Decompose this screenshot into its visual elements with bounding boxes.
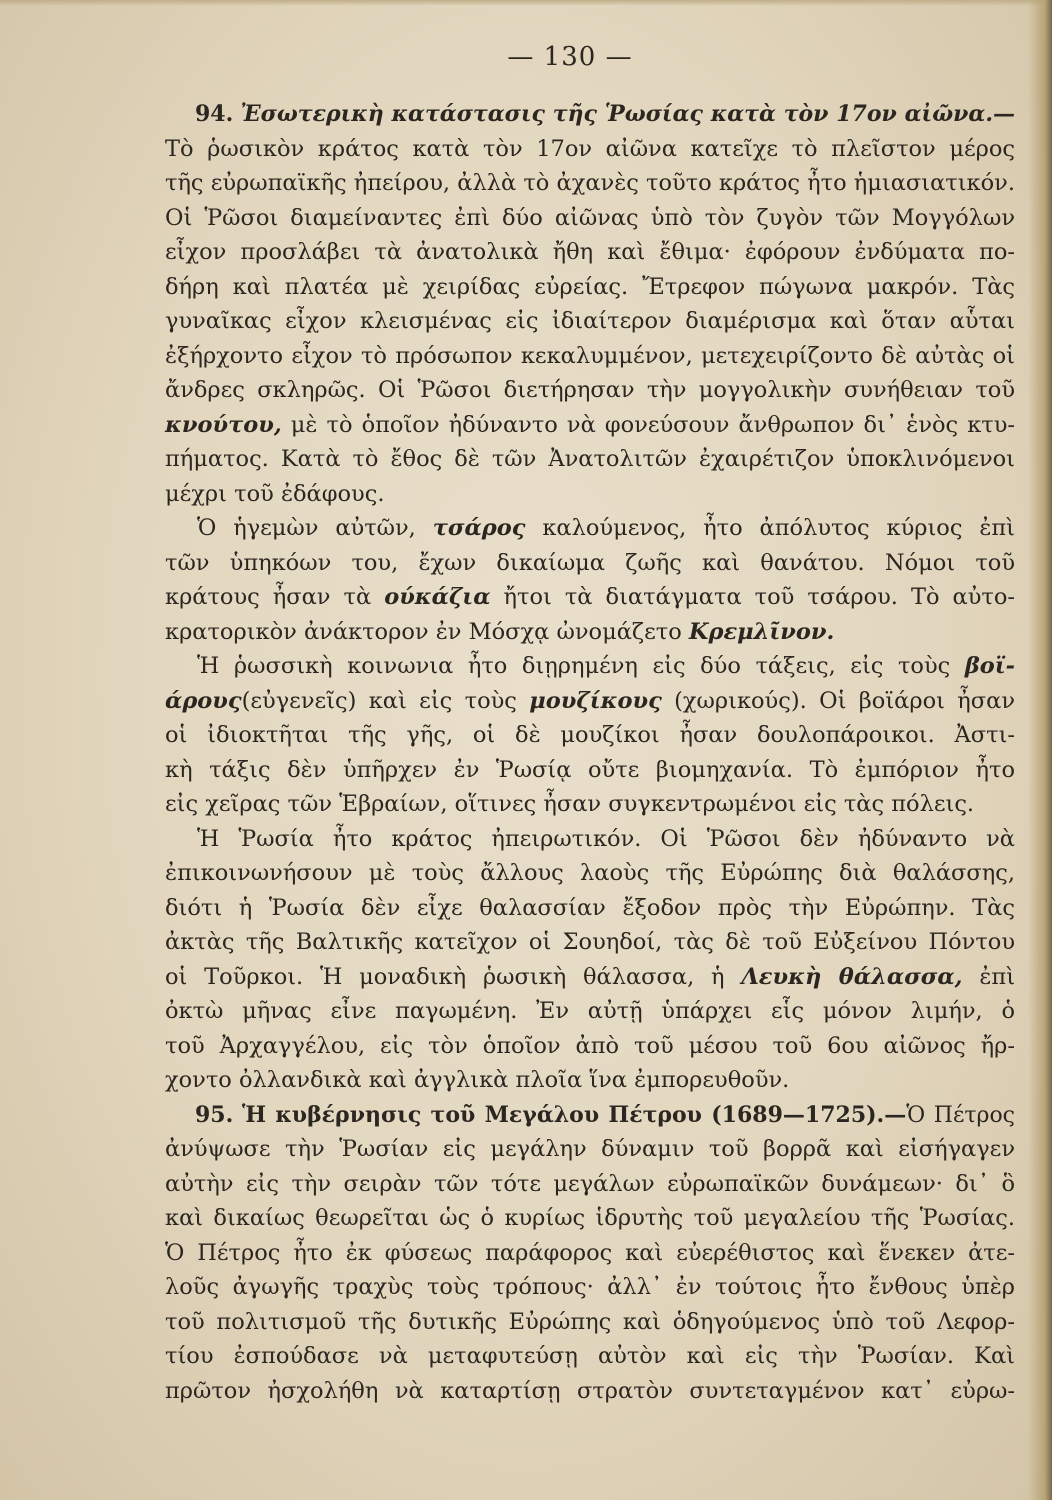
text-line: εἰς χεῖρας τῶν Ἑβραίων, οἵτινες ἦσαν συγκεντρωμένοι εἰς τὰς πόλεις. bbox=[165, 791, 975, 817]
text-line bbox=[165, 649, 1015, 684]
text-segment: κράτους ἦσαν τὰ bbox=[165, 584, 372, 610]
text-line: δήρη καὶ πλατέα μὲ χειρίδας εὐρείας. Ἔτρεφον πώγωνα μακρόν. Τὰς bbox=[165, 273, 1015, 300]
text-line: τῆς εὐρωπαϊκῆς ἠπείρου, ἀλλὰ τὸ ἀχανὲς τοῦτο κράτος ἦτο ἡμιασιατικόν. bbox=[165, 170, 1015, 196]
text-line: τῶν ὑπηκόων του, ἔχων δικαίωμα ζωῆς καὶ θανάτου. Νόμοι τοῦ bbox=[165, 549, 1015, 576]
text-segment: Ὁ Πέτρος bbox=[906, 1102, 1016, 1128]
text-line: ἀκτὰς τῆς Βαλτικῆς κατεῖχον οἱ Σουηδοί, τὰς δὲ τοῦ Εὐξείνου Πόντου bbox=[165, 929, 1015, 955]
text-line: τοῦ πολιτισμοῦ τῆς δυτικῆς Εὐρώπης καὶ ὁδηγούμενος ὑπὸ τοῦ Λεφορ- bbox=[165, 1308, 1015, 1335]
text-line: Ὁ Πέτρος ἦτο ἐκ φύσεως παράφορος καὶ εὐερέθιστος καὶ ἕνεκεν ἀτε- bbox=[165, 1239, 1015, 1266]
text-line bbox=[165, 408, 1015, 443]
text-segment: Ἡ ῥωσσικὴ κοινωνια ἦτο διῃρημένη εἰς δύο τάξεις, εἰς τοὺς bbox=[197, 653, 951, 679]
text-segment: καλούμενος, ἦτο ἀπόλυτος κύριος ἐπὶ bbox=[542, 515, 1016, 541]
text-line: Οἱ Ῥῶσοι διαμείναντες ἐπὶ δύο αἰῶνας ὑπὸ τὸν ζυγὸν τῶν Μογγόλων bbox=[165, 204, 1015, 231]
text-segment: κρατορικὸν ἀνάκτορον ἐν Μόσχᾳ ὠνομάζετο bbox=[165, 618, 682, 645]
text-line: τίου ἐσπούδασε νὰ μεταφυτεύσῃ αὐτὸν καὶ εἰς τὴν Ῥωσίαν. Καὶ bbox=[165, 1343, 1015, 1369]
text-line: ἄνδρες σκληρῶς. Οἱ Ῥῶσοι διετήρησαν τὴν μογγολικὴν συνήθειαν τοῦ bbox=[165, 377, 1015, 403]
text-line: διότι ἡ Ῥωσία δὲν εἶχε θαλασσίαν ἔξοδον πρὸς τὴν Εὐρώπην. Τὰς bbox=[165, 894, 1015, 921]
text-line: λοῦς ἀγωγῆς τραχὺς τοὺς τρόπους· ἀλλ᾽ ἐν τούτοις ἦτο ἔνθους ὑπὲρ bbox=[165, 1274, 1015, 1300]
term-kremlin: Κρεμλῖνον. bbox=[688, 618, 835, 645]
text-line: ὀκτὼ μῆνας εἶνε παγωμένη. Ἐν αὐτῇ ὑπάρχει εἷς μόνον λιμήν, ὁ bbox=[165, 998, 1015, 1024]
text-line bbox=[165, 684, 1015, 719]
text-line: οἱ ἰδιοκτῆται τῆς γῆς, οἱ δὲ μουζίκοι ἦσαν δουλοπάροικοι. Ἀστι- bbox=[165, 722, 1015, 748]
text-line: ἐπικοινωνήσουν μὲ τοὺς ἄλλους λαοὺς τῆς Εὐρώπης διὰ θαλάσσης, bbox=[165, 860, 1015, 886]
text-line: κὴ τάξις δὲν ὑπῆρχεν ἐν Ῥωσίᾳ οὔτε βιομηχανία. Τὸ ἐμπόριον ἦτο bbox=[165, 756, 1015, 783]
page-number: — 130 — bbox=[507, 42, 633, 72]
text-segment: ἐπὶ bbox=[979, 963, 1016, 990]
text-segment: μὲ τὸ ὁποῖον ἠδύναντο νὰ φονεύσουν ἄνθρωπον δι᾽ ἑνὸς κτυ- bbox=[290, 411, 1015, 438]
section-94-number: 94. bbox=[195, 101, 234, 127]
text-line: Τὸ ῥωσικὸν κράτος κατὰ τὸν 17ον αἰῶνα κατεῖχε τὸ πλεῖστον μέρος bbox=[165, 135, 1015, 162]
text-line: Ἡ Ῥωσία ἦτο κράτος ἠπειρωτικόν. Οἱ Ῥῶσοι δὲν ἠδύναντο νὰ bbox=[197, 825, 1015, 852]
text-line: ἀνύψωσε τὴν Ῥωσίαν εἰς μεγάλην δύναμιν τοῦ βορρᾶ καὶ εἰσήγαγεν bbox=[165, 1136, 1015, 1162]
text-block bbox=[165, 97, 1015, 1408]
text-line bbox=[165, 580, 1015, 615]
section-95-number: 95. bbox=[195, 1101, 234, 1128]
text-line: χοντο ὀλλανδικὰ καὶ ἀγγλικὰ πλοῖα ἵνα ἐμπορευθοῦν. bbox=[165, 1067, 790, 1093]
text-line: γυναῖκας εἶχον κλεισμένας εἰς ἰδιαίτερον διαμέρισμα καὶ ὅταν αὗται bbox=[165, 308, 1015, 334]
term-tsar: τσάρος bbox=[432, 515, 526, 541]
text-line bbox=[165, 615, 1015, 650]
text-segment: (χωρικούς). Οἱ βοϊάροι ἦσαν bbox=[674, 687, 1016, 714]
text-line: ἐξήρχοντο εἶχον τὸ πρόσωπον κεκαλυμμένον, μετεχειρίζοντο δὲ αὐτὰς οἱ bbox=[165, 342, 1015, 369]
term-knout: κνούτου, bbox=[165, 411, 282, 438]
text-line bbox=[165, 511, 1015, 546]
text-line: αὐτὴν εἰς τὴν σειρὰν τῶν τότε μεγάλων εὐρωπαϊκῶν δυνάμεων· δι᾽ ὃ bbox=[165, 1170, 1015, 1197]
term-ukaz: ούκάζια bbox=[384, 584, 491, 610]
text-segment: (εὐγενεῖς) καὶ εἰς τοὺς bbox=[241, 687, 517, 714]
term-white-sea: Λευκὴ θάλασσα, bbox=[741, 963, 963, 990]
text-segment: ἤτοι τὰ διατάγματα τοῦ τσάρου. Τὸ αὐτο- bbox=[503, 584, 1016, 610]
text-segment: οἱ Τοῦρκοι. Ἡ μοναδικὴ ῥωσικὴ θάλασσα, ἡ bbox=[165, 963, 725, 990]
page-top-edge bbox=[0, 0, 1052, 6]
text-line: καὶ δικαίως θεωρεῖται ὡς ὁ κυρίως ἱδρυτὴς τοῦ μεγαλείου τῆς Ῥωσίας. bbox=[165, 1205, 1015, 1231]
section-94-title: Ἐσωτερικὴ κατάστασις τῆς Ῥωσίας κατὰ τὸν 17ον αἰῶνα.— bbox=[240, 101, 1015, 127]
section-95-title: Ἡ κυβέρνησις τοῦ Μεγάλου Πέτρου (1689—1725).— bbox=[241, 1101, 907, 1128]
term-boyar-part2: άρους bbox=[165, 687, 242, 714]
section-95-heading bbox=[165, 1098, 1015, 1133]
text-line: μέχρι τοῦ ἐδάφους. bbox=[165, 480, 385, 507]
text-line bbox=[165, 960, 1015, 995]
text-line: εἶχον προσλάβει τὰ ἀνατολικὰ ἤθη καὶ ἔθιμα· ἐφόρουν ἐνδύματα πο- bbox=[165, 239, 1015, 265]
text-line: πήματος. Κατὰ τὸ ἔθος δὲ τῶν Ἀνατολιτῶν ἐχαιρέτιζον ὑποκλινόμενοι bbox=[165, 446, 1015, 472]
text-line: πρῶτον ἠσχολήθη νὰ καταρτίσῃ στρατὸν συντεταγμένον κατ᾽ εὐρω- bbox=[165, 1377, 1015, 1404]
text-segment: Ὁ ἡγεμὼν αὐτῶν, bbox=[197, 515, 416, 541]
term-muzhik: μουζίκους bbox=[529, 687, 662, 714]
page-right-edge bbox=[1028, 0, 1052, 1500]
section-94-heading bbox=[165, 97, 1015, 132]
term-boyar-part1: βοϊ- bbox=[964, 653, 1015, 679]
text-line: τοῦ Ἀρχαγγέλου, εἰς τὸν ὁποῖον ἀπὸ τοῦ μέσου τοῦ 6ου αἰῶνος ἤρ- bbox=[165, 1032, 1015, 1059]
